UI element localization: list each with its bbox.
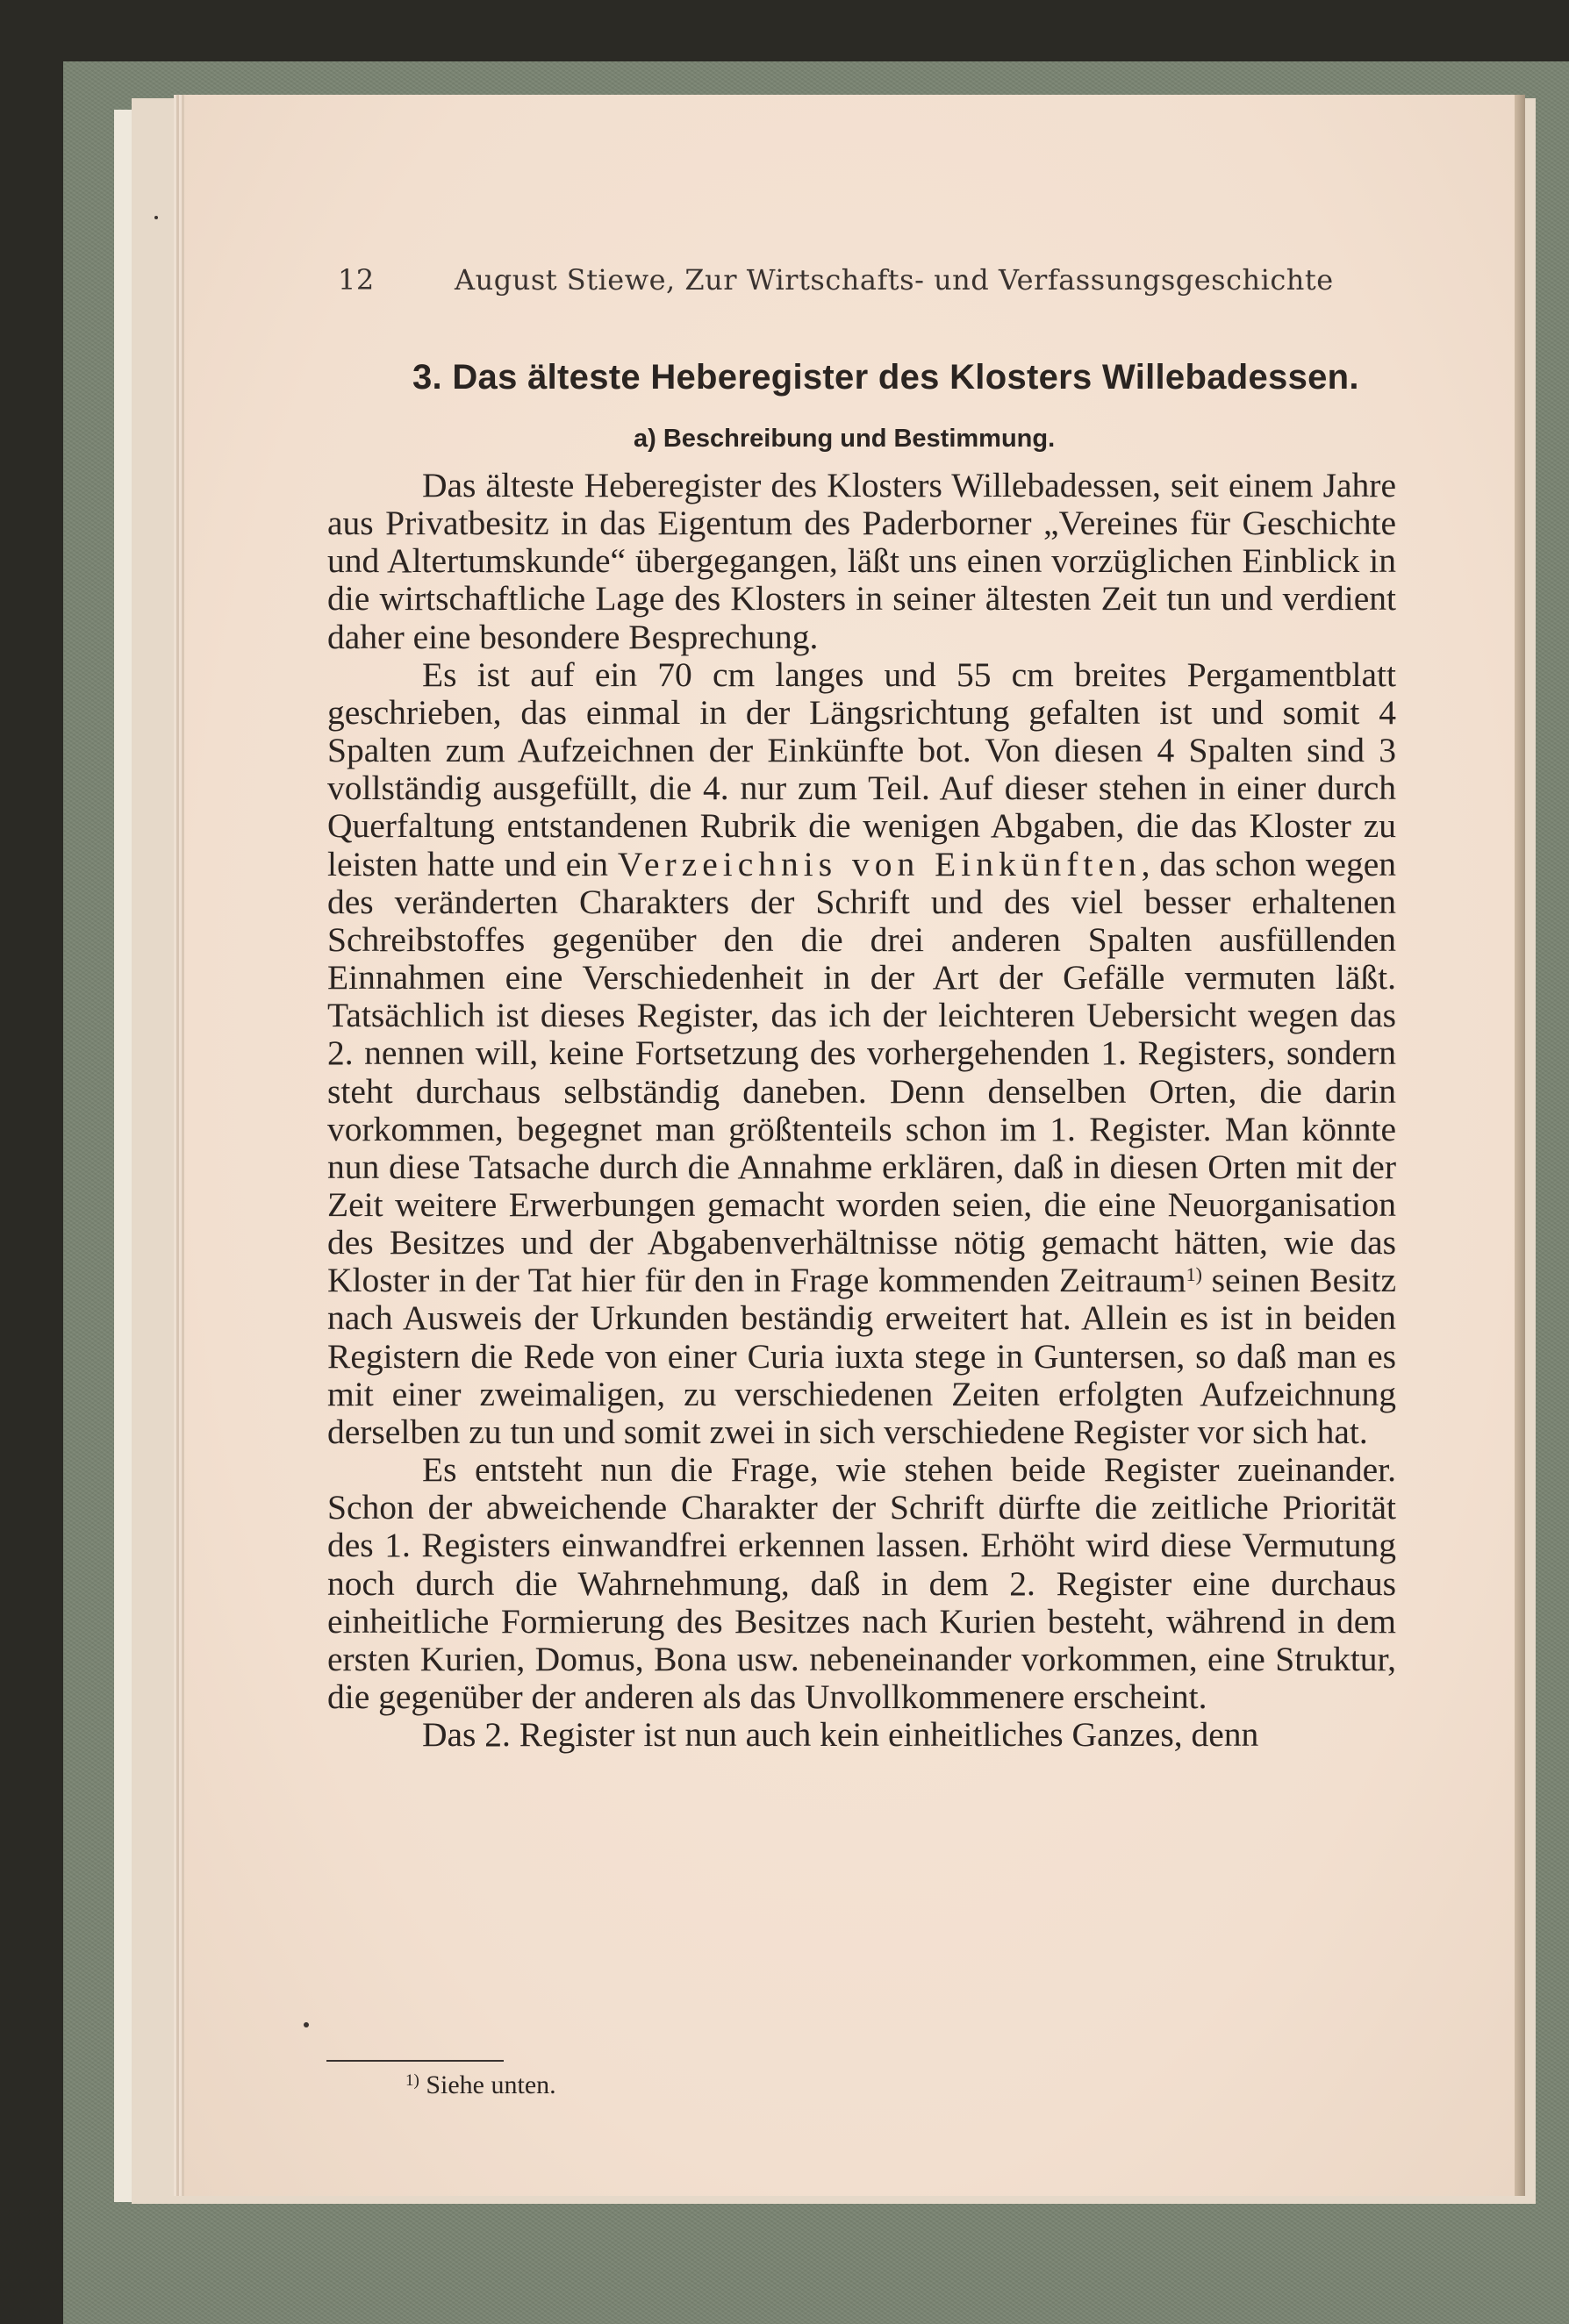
footnote-text: Siehe unten. [426, 2070, 556, 2099]
page-fore-edge [1515, 95, 1525, 2196]
ink-speck [304, 2022, 309, 2027]
footnote-reference[interactable]: 1) [1186, 1263, 1202, 1286]
running-head [338, 263, 1400, 307]
body-text [327, 467, 1396, 1754]
paragraph-2 [327, 656, 1396, 1451]
paragraph-2-part-b: , das schon wegen des veränderten Charakters der Schrift und des viel besser erhaltenen Schreibstoffes gegenüber den die drei anderen Spalten ausfüllenden Einnahmen eine Verschiedenheit in der Art der Gefälle vermuten läßt. Tatsächlich ist dieses Register, das ich der leichteren Uebersicht wegen das 2. nennen will, keine Fortsetzung des vorhergehenden 1. Registers, sondern steht durchaus selbständig daneben. Denn denselben Orten, die darin vorkommen, begegnet man größtenteils schon im 1. Register. Man könnte nun diese Tatsache durch die Annahme erklären, daß in diesen Orten mit der Zeit weitere Erwerbungen gemacht worden seien, die eine Neuorganisation des Besitzes und der Abgabenverhältnisse nötig gemacht hätten, wie das Kloster in der Tat hier für den in Frage kommenden Zeitraum [327, 844, 1396, 1300]
paragraph-3: Es entsteht nun die Frage, wie stehen beide Register zueinander. Schon der abweichende Charakter der Schrift dürfte die zeitliche Priorität des 1. Registers einwandfrei erkennen lassen. Erhöht wird diese Vermutung noch durch die Wahrnehmung, daß in dem 2. Register eine durchaus einheitliche Formierung des Besitzes nach Kurien besteht, während in dem ersten Kurien, Domus, Bona usw. nebeneinander vorkommen, eine Struktur, die gegenüber der anderen als das Unvollkommenere erscheint. [327, 1450, 1396, 1716]
paragraph-2-part-a: Es ist auf ein 70 cm langes und 55 cm breites Pergamentblatt geschrieben, das einmal in der Längsrichtung gefalten ist und somit 4 Spalten zum Aufzeichnen der Einkünfte bot. Von diesen 4 Spalten sind 3 vollständig ausgefüllt, die 4. nur zum Teil. Auf dieser stehen in einer durch Querfaltung entstandenen Rubrik die wenigen Abgaben, die das Kloster zu leisten hatte und ein [327, 654, 1396, 883]
footnote-rule [326, 2060, 504, 2062]
spaced-emphasis: Verzeichnis von Einkünften [617, 844, 1142, 883]
paragraph-2-part-c: seinen Besitz nach Ausweis der Urkunden beständig erweitert hat. Allein es ist in beiden Registern die Rede von einer Curia iuxta stege in Guntersen, so daß man es mit einer zweimaligen, zu verschiedenen Zeiten erfolgten Aufzeichnung derselben zu tun und somit zwei in sich verschiedene Register vor sich hat. [327, 1261, 1396, 1451]
footnote [405, 2070, 556, 2100]
paragraph-1: Das älteste Heberegister des Klosters Willebadessen, seit einem Jahre aus Privatbesitz in das Eigentum des Paderborner „Vereines für Geschichte und Altertumskunde“ übergegangen, läßt uns einen vorzüglichen Einblick in die wirtschaftliche Lage des Klosters in seiner ältesten Zeit tun und verdient daher eine besondere Besprechung. [327, 466, 1396, 656]
section-heading: 3. Das älteste Heberegister des Klosters Willebadessen. [412, 358, 1359, 397]
running-title: August Stiewe, Zur Wirtschafts- und Verfassungsgeschichte [455, 263, 1334, 297]
footnote-marker: 1) [405, 2071, 419, 2090]
paragraph-4: Das 2. Register ist nun auch kein einheitliches Ganzes, denn [422, 1715, 1259, 1755]
page-number: 12 [338, 263, 375, 297]
ink-speck [154, 216, 158, 219]
section-subheading: a) Beschreibung und Bestimmung. [634, 425, 1056, 453]
